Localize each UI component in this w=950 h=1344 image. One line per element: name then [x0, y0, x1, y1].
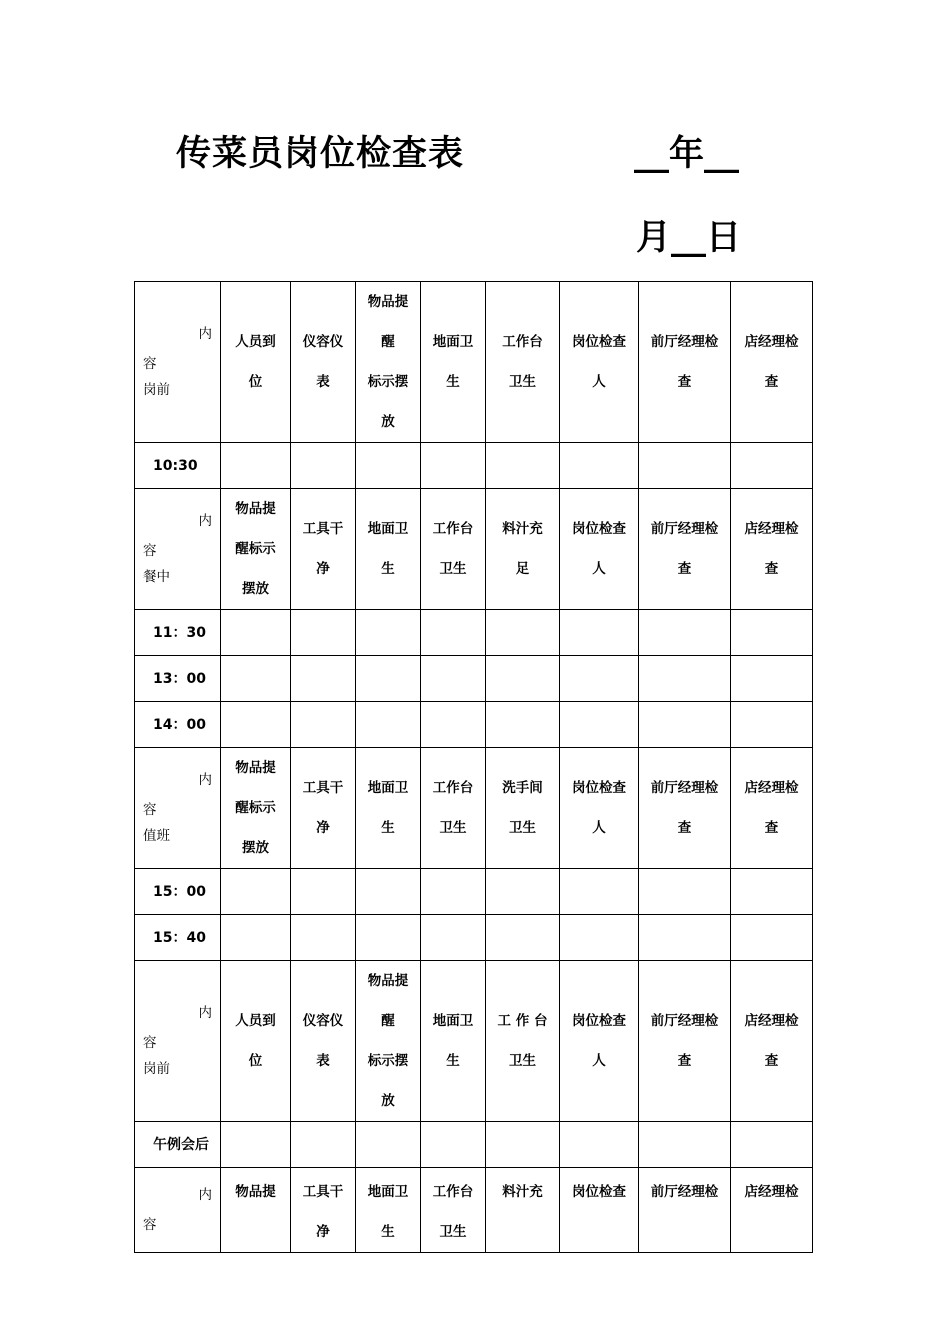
column-header-cell: 物品提 醒 标示摆 放: [356, 961, 421, 1122]
time-label-cell: 15：00: [135, 869, 221, 915]
column-header-cell: 人员到 位: [221, 282, 291, 443]
column-header-cell: 店经理检 查: [731, 961, 813, 1122]
check-cell[interactable]: [356, 915, 421, 961]
column-header-cell: 物品提 醒 标示摆 放: [356, 282, 421, 443]
check-cell[interactable]: [291, 702, 356, 748]
column-header-cell: 地面卫 生: [356, 748, 421, 869]
check-cell[interactable]: [356, 869, 421, 915]
check-cell[interactable]: [560, 915, 639, 961]
time-label-cell: 15：40: [135, 915, 221, 961]
label-nei: 内: [198, 772, 212, 788]
column-header-cell: 人员到 位: [221, 961, 291, 1122]
column-header-cell: 工具干 净: [291, 489, 356, 610]
column-header-cell: 前厅经理检: [639, 1168, 731, 1253]
check-cell[interactable]: [639, 656, 731, 702]
label-nei: 内: [198, 513, 212, 529]
time-label-cell: 13：00: [135, 656, 221, 702]
column-header-cell: 工作台 卫生: [421, 1168, 486, 1253]
section-header-row: [135, 489, 813, 610]
label-section-name: 岗前: [143, 1061, 170, 1077]
check-cell[interactable]: [560, 656, 639, 702]
time-label-cell: 11：30: [135, 610, 221, 656]
column-header-cell: 工具干 净: [291, 748, 356, 869]
label-nei: 内: [198, 1187, 212, 1203]
time-row: [135, 869, 813, 915]
section-header-row: [135, 961, 813, 1122]
check-cell[interactable]: [731, 610, 813, 656]
check-cell[interactable]: [421, 610, 486, 656]
check-cell[interactable]: [356, 443, 421, 489]
check-cell[interactable]: [421, 443, 486, 489]
check-cell[interactable]: [731, 702, 813, 748]
check-cell[interactable]: [291, 656, 356, 702]
label-rong: 容: [143, 1035, 157, 1051]
check-cell[interactable]: [421, 702, 486, 748]
column-header-cell: 地面卫 生: [421, 282, 486, 443]
label-rong: 容: [143, 802, 157, 818]
label-nei: 内: [198, 1005, 212, 1021]
time-label-cell: 14：00: [135, 702, 221, 748]
column-header-cell: 工作台 卫生: [421, 748, 486, 869]
check-cell[interactable]: [639, 1122, 731, 1168]
check-cell[interactable]: [221, 656, 291, 702]
column-header-cell: 仪容仪 表: [291, 961, 356, 1122]
check-cell[interactable]: [486, 610, 560, 656]
column-header-cell: 岗位检查 人: [560, 961, 639, 1122]
column-header-cell: 地面卫 生: [356, 1168, 421, 1253]
check-cell[interactable]: [291, 915, 356, 961]
column-header-cell: 地面卫 生: [356, 489, 421, 610]
check-cell[interactable]: [221, 702, 291, 748]
check-cell[interactable]: [639, 915, 731, 961]
time-row: [135, 702, 813, 748]
section-label-cell: [135, 282, 221, 443]
check-cell[interactable]: [291, 443, 356, 489]
check-cell[interactable]: [560, 869, 639, 915]
check-cell[interactable]: [486, 443, 560, 489]
check-cell[interactable]: [221, 610, 291, 656]
check-cell[interactable]: [731, 869, 813, 915]
column-header-cell: 工作台 卫生: [486, 282, 560, 443]
section-header-row: [135, 282, 813, 443]
label-section-name: 值班: [143, 828, 170, 844]
section-label-cell: [135, 748, 221, 869]
column-header-cell: 前厅经理检 查: [639, 961, 731, 1122]
label-rong: 容: [143, 543, 157, 559]
section-label-cell: [135, 1168, 221, 1253]
date-line-year: __年__: [634, 134, 740, 174]
check-cell[interactable]: [560, 1122, 639, 1168]
check-cell[interactable]: [486, 915, 560, 961]
column-header-cell: 前厅经理检 查: [639, 282, 731, 443]
check-cell[interactable]: [639, 869, 731, 915]
check-cell[interactable]: [731, 1122, 813, 1168]
time-row: [135, 915, 813, 961]
check-cell[interactable]: [221, 915, 291, 961]
check-cell[interactable]: [356, 610, 421, 656]
label-section-name: 餐中: [143, 569, 170, 585]
check-cell[interactable]: [291, 869, 356, 915]
check-cell[interactable]: [639, 702, 731, 748]
column-header-cell: 物品提 醒标示 摆放: [221, 748, 291, 869]
column-header-cell: 前厅经理检 查: [639, 748, 731, 869]
check-cell[interactable]: [560, 610, 639, 656]
column-header-cell: 岗位检查 人: [560, 282, 639, 443]
check-cell[interactable]: [731, 443, 813, 489]
check-cell[interactable]: [486, 1122, 560, 1168]
label-nei: 内: [198, 326, 212, 342]
column-header-cell: 料汁充 足: [486, 489, 560, 610]
section-header-row: [135, 1168, 813, 1253]
column-header-cell: 店经理检 查: [731, 282, 813, 443]
date-line-month-day: 月__日: [636, 218, 742, 258]
column-header-cell: 料汁充: [486, 1168, 560, 1253]
check-cell[interactable]: [560, 702, 639, 748]
inspection-table: [134, 281, 813, 1253]
check-cell[interactable]: [291, 1122, 356, 1168]
column-header-cell: 物品提 醒标示 摆放: [221, 489, 291, 610]
column-header-cell: 地面卫 生: [421, 961, 486, 1122]
check-cell[interactable]: [731, 915, 813, 961]
check-cell[interactable]: [356, 702, 421, 748]
time-row: [135, 1122, 813, 1168]
check-cell[interactable]: [486, 656, 560, 702]
section-header-row: [135, 748, 813, 869]
check-cell[interactable]: [291, 610, 356, 656]
column-header-cell: 岗位检查: [560, 1168, 639, 1253]
check-cell[interactable]: [356, 1122, 421, 1168]
column-header-cell: 店经理检 查: [731, 748, 813, 869]
check-cell[interactable]: [486, 702, 560, 748]
column-header-cell: 仪容仪 表: [291, 282, 356, 443]
column-header-cell: 洗手间 卫生: [486, 748, 560, 869]
column-header-cell: 工 作 台 卫生: [486, 961, 560, 1122]
check-cell[interactable]: [221, 1122, 291, 1168]
column-header-cell: 工作台 卫生: [421, 489, 486, 610]
check-cell[interactable]: [639, 610, 731, 656]
check-cell[interactable]: [356, 656, 421, 702]
check-cell[interactable]: [560, 443, 639, 489]
column-header-cell: 岗位检查 人: [560, 748, 639, 869]
time-row: [135, 610, 813, 656]
section-label-cell: [135, 961, 221, 1122]
column-header-cell: 岗位检查 人: [560, 489, 639, 610]
column-header-cell: 店经理检: [731, 1168, 813, 1253]
time-label-cell: 10:30: [135, 443, 221, 489]
column-header-cell: 前厅经理检 查: [639, 489, 731, 610]
page-title: 传菜员岗位检查表: [176, 134, 465, 174]
time-row: [135, 656, 813, 702]
check-cell[interactable]: [421, 656, 486, 702]
column-header-cell: 物品提: [221, 1168, 291, 1253]
check-cell[interactable]: [221, 869, 291, 915]
check-cell[interactable]: [486, 869, 560, 915]
check-cell[interactable]: [421, 869, 486, 915]
check-cell[interactable]: [421, 1122, 486, 1168]
column-header-cell: 店经理检 查: [731, 489, 813, 610]
column-header-cell: 工具干 净: [291, 1168, 356, 1253]
section-label-cell: [135, 489, 221, 610]
check-cell[interactable]: [221, 443, 291, 489]
label-rong: 容: [143, 1217, 157, 1233]
check-cell[interactable]: [421, 915, 486, 961]
check-cell[interactable]: [731, 656, 813, 702]
label-rong: 容: [143, 356, 157, 372]
check-cell[interactable]: [639, 443, 731, 489]
time-row: [135, 443, 813, 489]
label-section-name: 岗前: [143, 382, 170, 398]
time-label-cell: 午例会后: [135, 1122, 221, 1168]
